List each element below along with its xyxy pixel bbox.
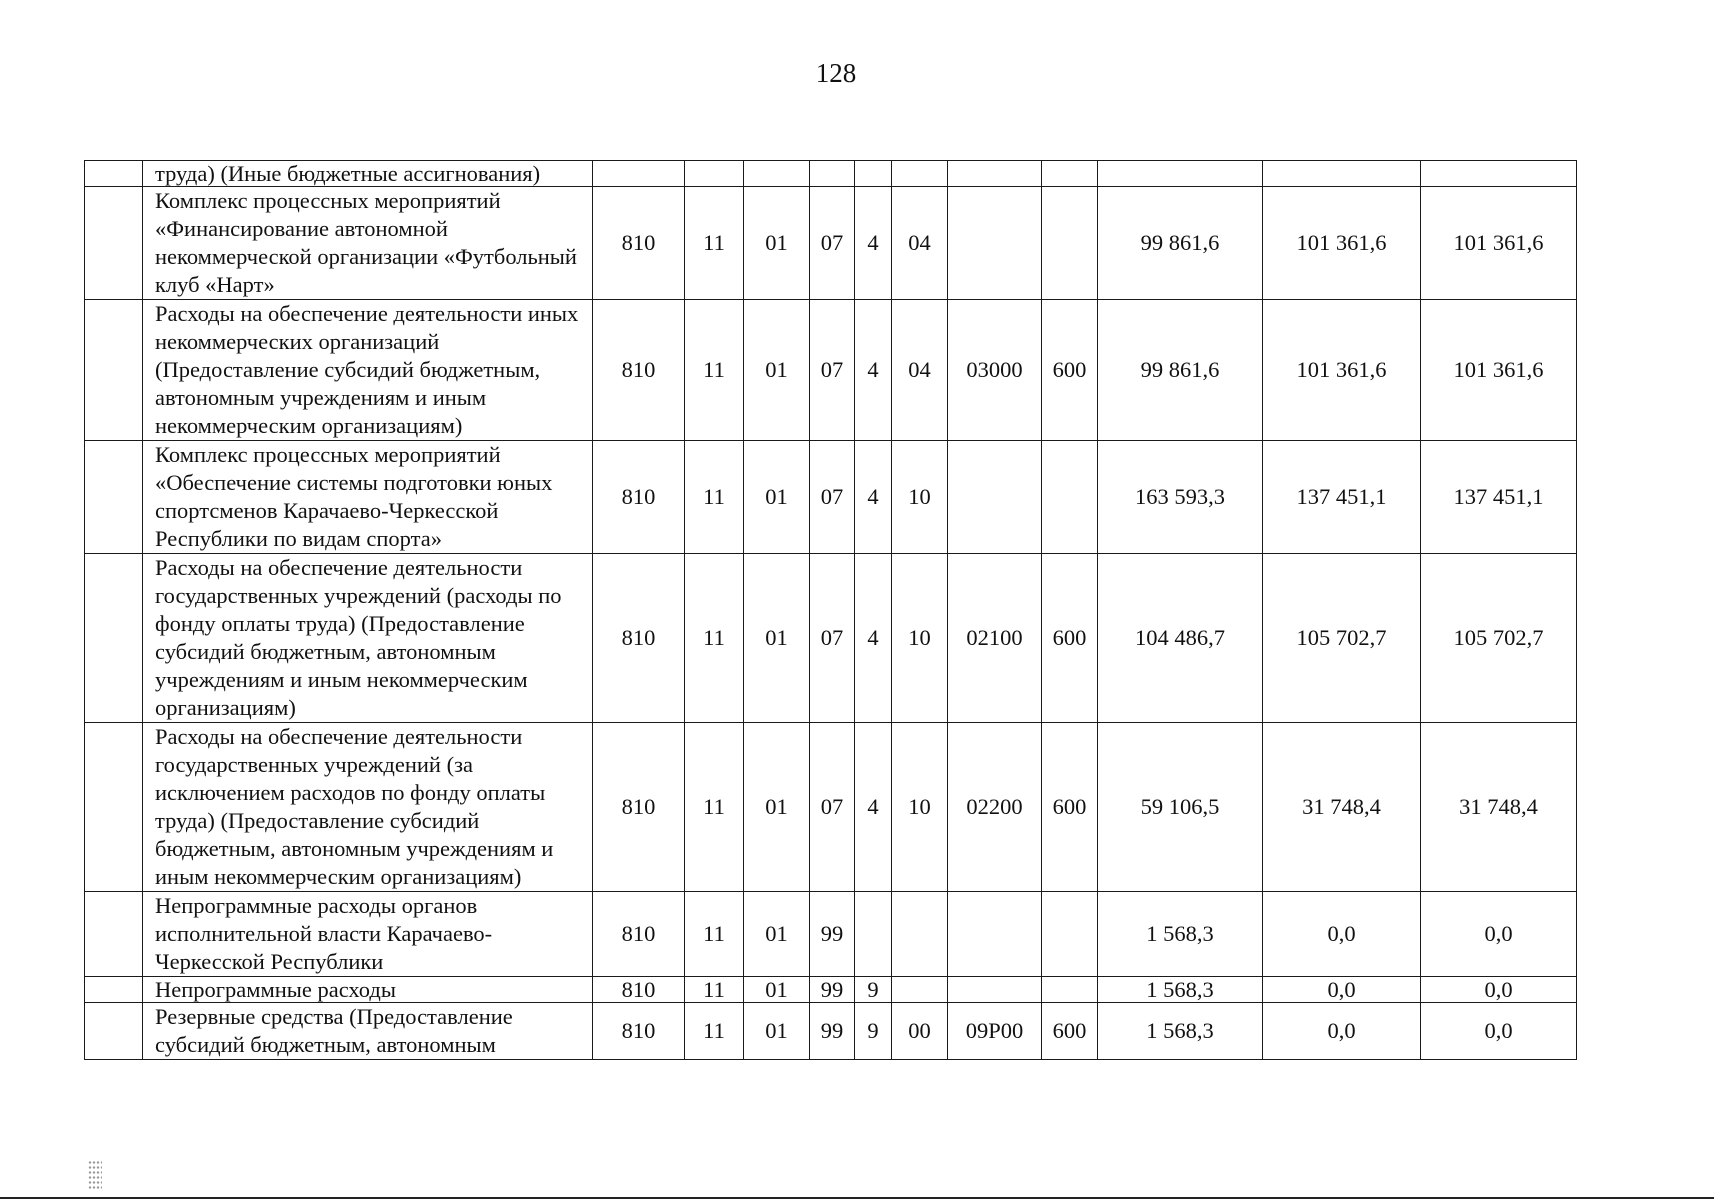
cell-program-type: 4 — [855, 300, 892, 441]
cell-section: 11 — [685, 977, 744, 1003]
cell-section: 11 — [685, 300, 744, 441]
row-name: Расходы на обеспечение деятельности государственных учреждений (расходы по фонду оплаты труда) (Предоставление субсидий бюджетным, автономным учреждениям и иным некоммерческим организациям) — [143, 554, 593, 723]
cell-structural-element — [892, 161, 948, 187]
cell-amount-year-3: 105 702,7 — [1421, 554, 1577, 723]
cell-expense-type — [1042, 161, 1098, 187]
page-bottom-rule — [0, 1197, 1714, 1199]
cell-ministry-code: 810 — [593, 977, 685, 1003]
cell-program: 99 — [810, 1003, 855, 1060]
cell-amount-year-3: 101 361,6 — [1421, 300, 1577, 441]
table-row — [85, 977, 1577, 1003]
cell-subsection — [744, 161, 810, 187]
cell-section: 11 — [685, 723, 744, 892]
cell-program: 07 — [810, 441, 855, 554]
table-row — [85, 161, 1577, 187]
cell-amount-year-2: 101 361,6 — [1263, 300, 1421, 441]
row-name: Непрограммные расходы органов исполнительной власти Карачаево-Черкесской Республики — [143, 892, 593, 977]
cell-program — [810, 161, 855, 187]
cell-program: 07 — [810, 723, 855, 892]
cell-amount-year-3: 137 451,1 — [1421, 441, 1577, 554]
row-index-cell — [85, 977, 143, 1003]
table-row — [85, 892, 1577, 977]
cell-section: 11 — [685, 187, 744, 300]
cell-expense-type — [1042, 187, 1098, 300]
cell-amount-year-1: 1 568,3 — [1098, 1003, 1263, 1060]
cell-subsection: 01 — [744, 892, 810, 977]
table-row — [85, 723, 1577, 892]
cell-amount-year-1: 99 861,6 — [1098, 187, 1263, 300]
cell-amount-year-3 — [1421, 161, 1577, 187]
cell-amount-year-2: 0,0 — [1263, 977, 1421, 1003]
cell-amount-year-1: 59 106,5 — [1098, 723, 1263, 892]
cell-direction — [948, 892, 1042, 977]
row-name: Непрограммные расходы — [143, 977, 593, 1003]
cell-ministry-code: 810 — [593, 723, 685, 892]
cell-structural-element: 00 — [892, 1003, 948, 1060]
page-number: 128 — [815, 58, 857, 88]
cell-program-type: 4 — [855, 723, 892, 892]
table-row — [85, 187, 1577, 300]
cell-subsection: 01 — [744, 723, 810, 892]
cell-program: 99 — [810, 977, 855, 1003]
cell-program-type: 4 — [855, 441, 892, 554]
cell-structural-element: 04 — [892, 187, 948, 300]
cell-program-type: 9 — [855, 1003, 892, 1060]
cell-ministry-code: 810 — [593, 300, 685, 441]
cell-amount-year-2: 31 748,4 — [1263, 723, 1421, 892]
cell-ministry-code: 810 — [593, 1003, 685, 1060]
table-row — [85, 300, 1577, 441]
cell-direction — [948, 161, 1042, 187]
cell-program-type: 9 — [855, 977, 892, 1003]
cell-expense-type: 600 — [1042, 1003, 1098, 1060]
cell-structural-element — [892, 977, 948, 1003]
scan-artifact — [88, 1160, 102, 1190]
row-index-cell — [85, 723, 143, 892]
table-row — [85, 441, 1577, 554]
cell-structural-element: 10 — [892, 723, 948, 892]
cell-structural-element: 04 — [892, 300, 948, 441]
cell-amount-year-2: 137 451,1 — [1263, 441, 1421, 554]
cell-amount-year-1 — [1098, 161, 1263, 187]
cell-expense-type: 600 — [1042, 723, 1098, 892]
row-index-cell — [85, 441, 143, 554]
cell-expense-type — [1042, 441, 1098, 554]
cell-amount-year-2 — [1263, 161, 1421, 187]
cell-expense-type — [1042, 892, 1098, 977]
table-row — [85, 1003, 1577, 1060]
row-index-cell — [85, 554, 143, 723]
cell-ministry-code: 810 — [593, 892, 685, 977]
cell-program-type — [855, 892, 892, 977]
cell-amount-year-2: 0,0 — [1263, 1003, 1421, 1060]
cell-amount-year-2: 0,0 — [1263, 892, 1421, 977]
cell-amount-year-1: 99 861,6 — [1098, 300, 1263, 441]
cell-program: 07 — [810, 554, 855, 723]
cell-section: 11 — [685, 892, 744, 977]
cell-expense-type: 600 — [1042, 554, 1098, 723]
cell-direction — [948, 441, 1042, 554]
cell-amount-year-1: 1 568,3 — [1098, 892, 1263, 977]
cell-program-type: 4 — [855, 187, 892, 300]
cell-direction: 02100 — [948, 554, 1042, 723]
row-name: Расходы на обеспечение деятельности иных некоммерческих организаций (Предоставление субсидий бюджетным, автономным учреждениям и иным некоммерческим организациям) — [143, 300, 593, 441]
cell-structural-element — [892, 892, 948, 977]
row-name: труда) (Иные бюджетные ассигнования) — [143, 161, 593, 187]
cell-direction: 02200 — [948, 723, 1042, 892]
cell-structural-element: 10 — [892, 554, 948, 723]
cell-ministry-code: 810 — [593, 554, 685, 723]
cell-ministry-code: 810 — [593, 441, 685, 554]
table-row — [85, 554, 1577, 723]
row-index-cell — [85, 161, 143, 187]
cell-amount-year-1: 163 593,3 — [1098, 441, 1263, 554]
cell-program-type: 4 — [855, 554, 892, 723]
cell-expense-type — [1042, 977, 1098, 1003]
cell-program: 07 — [810, 187, 855, 300]
cell-direction: 09Р00 — [948, 1003, 1042, 1060]
cell-structural-element: 10 — [892, 441, 948, 554]
cell-subsection: 01 — [744, 300, 810, 441]
cell-expense-type: 600 — [1042, 300, 1098, 441]
cell-section — [685, 161, 744, 187]
cell-direction — [948, 977, 1042, 1003]
cell-section: 11 — [685, 554, 744, 723]
cell-amount-year-3: 0,0 — [1421, 977, 1577, 1003]
cell-program-type — [855, 161, 892, 187]
row-name: Резервные средства (Предоставление субсидий бюджетным, автономным — [143, 1003, 593, 1060]
cell-direction — [948, 187, 1042, 300]
cell-ministry-code: 810 — [593, 187, 685, 300]
row-name: Комплекс процессных мероприятий «Обеспечение системы подготовки юных спортсменов Карачаево-Черкесской Республики по видам спорта» — [143, 441, 593, 554]
cell-subsection: 01 — [744, 977, 810, 1003]
cell-program: 07 — [810, 300, 855, 441]
cell-section: 11 — [685, 1003, 744, 1060]
row-index-cell — [85, 300, 143, 441]
budget-table — [84, 160, 1577, 1060]
cell-subsection: 01 — [744, 1003, 810, 1060]
cell-subsection: 01 — [744, 187, 810, 300]
cell-amount-year-2: 101 361,6 — [1263, 187, 1421, 300]
cell-subsection: 01 — [744, 554, 810, 723]
cell-direction: 03000 — [948, 300, 1042, 441]
cell-amount-year-3: 0,0 — [1421, 1003, 1577, 1060]
cell-amount-year-3: 31 748,4 — [1421, 723, 1577, 892]
cell-amount-year-1: 104 486,7 — [1098, 554, 1263, 723]
row-index-cell — [85, 892, 143, 977]
row-name: Комплекс процессных мероприятий «Финансирование автономной некоммерческой организации «Футбольный клуб «Нарт» — [143, 187, 593, 300]
cell-section: 11 — [685, 441, 744, 554]
cell-amount-year-2: 105 702,7 — [1263, 554, 1421, 723]
cell-program: 99 — [810, 892, 855, 977]
row-index-cell — [85, 1003, 143, 1060]
cell-amount-year-3: 101 361,6 — [1421, 187, 1577, 300]
cell-ministry-code — [593, 161, 685, 187]
row-index-cell — [85, 187, 143, 300]
cell-amount-year-1: 1 568,3 — [1098, 977, 1263, 1003]
cell-subsection: 01 — [744, 441, 810, 554]
row-name: Расходы на обеспечение деятельности государственных учреждений (за исключением расходов по фонду оплаты труда) (Предоставление субсидий бюджетным, автономным учреждениям и иным некоммерческим организациям) — [143, 723, 593, 892]
cell-amount-year-3: 0,0 — [1421, 892, 1577, 977]
